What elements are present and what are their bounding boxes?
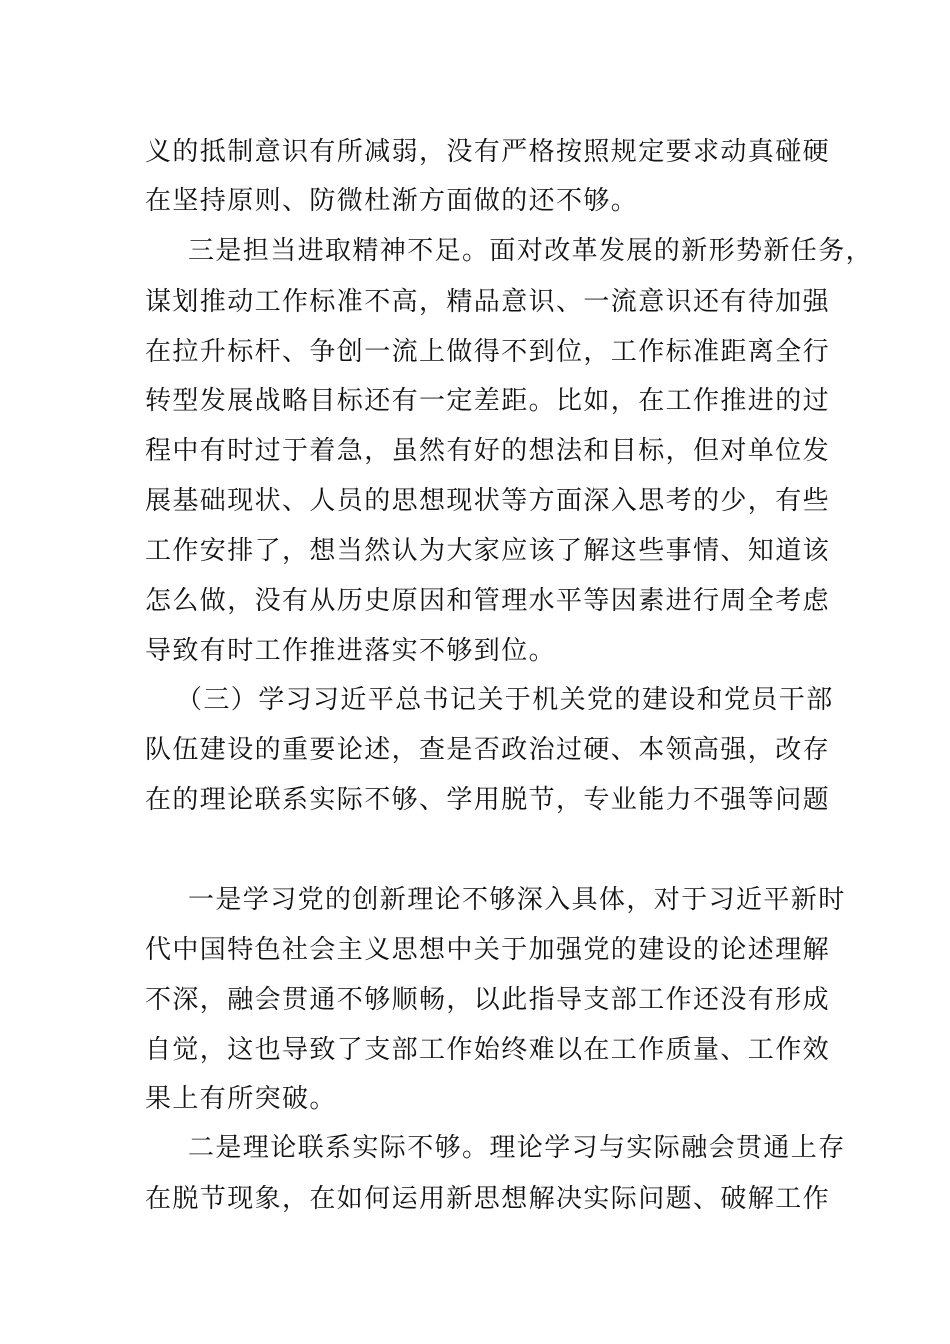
text-line: 在坚持原则、防微杜渐方面做的还不够。: [145, 186, 639, 216]
paragraph-start-line: 一是学习党的创新理论不够深入具体，对于习近平新时: [188, 885, 846, 915]
text-line: 义的抵制意识有所减弱，没有严格按照规定要求动真碰硬: [145, 137, 831, 167]
text-line: 转型发展战略目标还有一定差距。比如，在工作推进的过: [145, 386, 831, 416]
text-line: 工作安排了，想当然认为大家应该了解这些事情、知道该: [145, 536, 831, 566]
text-line: 在脱节现象，在如何运用新思想解决实际问题、破解工作: [145, 1184, 831, 1214]
paragraph-start-line: 三是担当进取精神不足。面对改革发展的新形势新任务，: [188, 236, 874, 266]
text-line: 在拉升标杆、争创一流上做得不到位，工作标准距离全行: [145, 337, 831, 367]
section-heading-line: 在的理论联系实际不够、学用脱节，专业能力不强等问题: [145, 785, 831, 815]
text-line: 怎么做，没有从历史原因和管理水平等因素进行周全考虑: [145, 586, 831, 616]
text-line: 程中有时过于着急，虽然有好的想法和目标，但对单位发: [145, 436, 831, 466]
text-line: 展基础现状、人员的思想现状等方面深入思考的少，有些: [145, 486, 831, 516]
text-line: 不深，融会贯通不够顺畅，以此指导支部工作还没有形成: [145, 985, 831, 1015]
text-line: 自觉，这也导致了支部工作始终难以在工作质量、工作效: [145, 1035, 831, 1065]
text-line: 导致有时工作推进落实不够到位。: [145, 636, 557, 666]
section-heading-line: 队伍建设的重要论述，查是否政治过硬、本领高强，改存: [145, 735, 831, 765]
text-line: 果上有所突破。: [145, 1084, 337, 1114]
section-heading-line: （三）学习习近平总书记关于机关党的建设和党员干部: [176, 685, 834, 715]
text-line: 谋划推动工作标准不高，精品意识、一流意识还有待加强: [145, 287, 831, 317]
paragraph-start-line: 二是理论联系实际不够。理论学习与实际融会贯通上存: [188, 1133, 846, 1163]
text-line: 代中国特色社会主义思想中关于加强党的建设的论述理解: [145, 935, 831, 965]
